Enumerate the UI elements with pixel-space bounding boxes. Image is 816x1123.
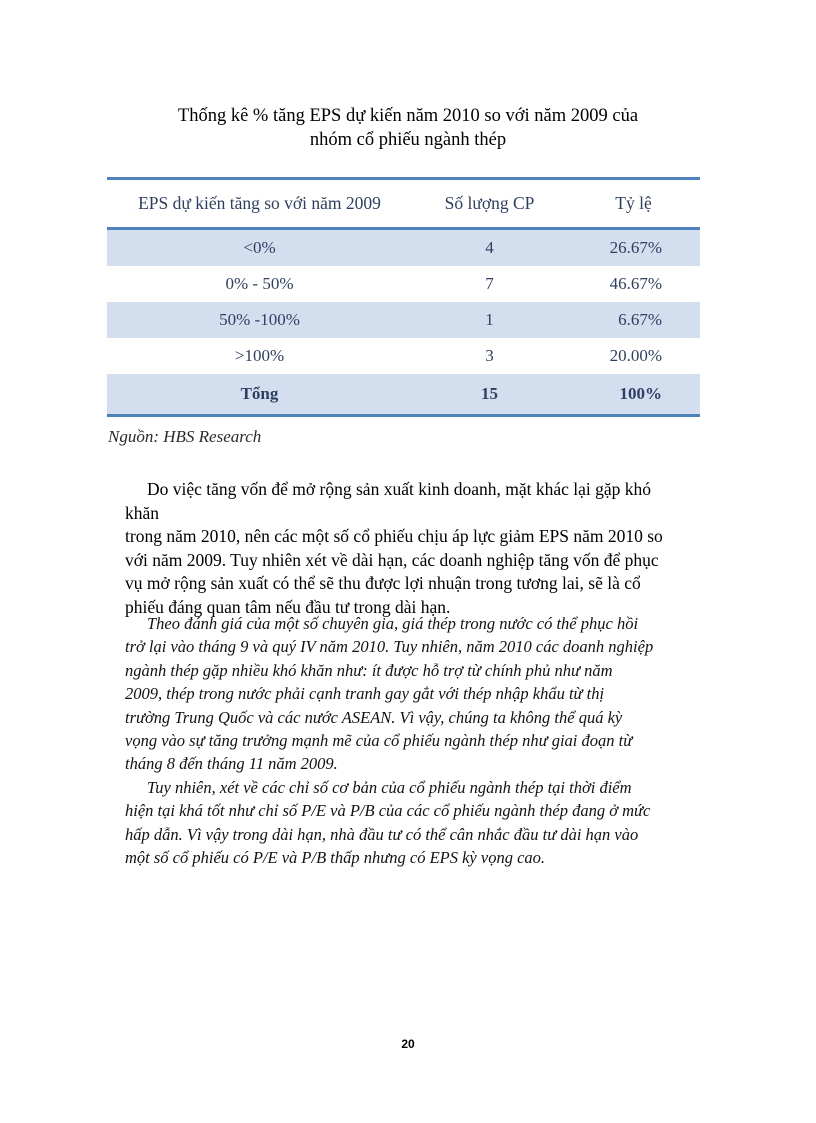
paragraph-capital-increase bbox=[125, 478, 705, 619]
table-total-row bbox=[107, 374, 700, 416]
cell-ratio: 6.67% bbox=[567, 302, 700, 338]
paragraph-line: Do việc tăng vốn để mở rộng sản xuất kinh doanh, mặt khác lại gặp khó bbox=[147, 479, 651, 499]
paragraph-line: trong năm 2010, nên các một số cổ phiếu chịu áp lực giảm EPS năm 2010 so bbox=[125, 526, 663, 546]
table-row bbox=[107, 266, 700, 302]
cell-count: 1 bbox=[412, 302, 567, 338]
total-count: 15 bbox=[412, 374, 567, 416]
cell-range: >100% bbox=[234, 346, 285, 365]
cell-count: 7 bbox=[485, 274, 494, 293]
paragraph-line: Theo đánh giá của một số chuyên gia, giá thép trong nước có thể phục hồi bbox=[147, 614, 639, 633]
total-label: Tổng bbox=[107, 374, 412, 416]
paragraph-line: vọng vào sự tăng trưởng mạnh mẽ của cổ phiếu ngành thép như giai đoạn từ bbox=[125, 731, 633, 751]
cell-range: 50% -100% bbox=[107, 302, 412, 338]
table-title bbox=[110, 104, 706, 152]
paragraph-line: ngành thép gặp nhiều khó khăn như: ít được hỗ trợ từ chính phủ như năm bbox=[125, 660, 613, 680]
cell-ratio: 20.00% bbox=[609, 346, 662, 365]
paragraph-line: một số cổ phiếu có P/E và P/B thấp nhưng có EPS kỳ vọng cao. bbox=[125, 848, 546, 868]
paragraph-line: Tuy nhiên, xét về các chỉ số cơ bản của cổ phiếu ngành thép tại thời điểm bbox=[147, 777, 632, 797]
cell-ratio: 46.67% bbox=[609, 274, 662, 293]
table-title-line-2: nhóm cổ phiếu ngành thép bbox=[309, 130, 507, 150]
table-title-line-1: Thống kê % tăng EPS dự kiến năm 2010 so với năm 2009 của bbox=[177, 106, 639, 126]
table-row bbox=[107, 229, 700, 267]
analysis-text bbox=[125, 612, 710, 869]
eps-growth-table bbox=[107, 177, 700, 417]
paragraph-line: hấp dẫn. Vì vậy trong dài hạn, nhà đầu tư có thể cân nhắc đầu tư dài hạn vào bbox=[125, 824, 639, 844]
paragraph-line: 2009, thép trong nước phải cạnh tranh gay gắt với thép nhập khẩu từ thị bbox=[125, 684, 605, 704]
paragraph-line: khăn bbox=[125, 502, 160, 523]
cell-count: 3 bbox=[485, 346, 494, 365]
paragraph-line: tháng 8 đến tháng 11 năm 2009. bbox=[125, 754, 338, 774]
cell-range: 0% - 50% bbox=[225, 274, 294, 293]
header-stock-count: Số lượng CP bbox=[412, 179, 567, 229]
header-eps-growth: EPS dự kiến tăng so với năm 2009 bbox=[107, 179, 412, 229]
paragraph-line: trường Trung Quốc và các nước ASEAN. Vì vậy, chúng ta không thể quá kỳ bbox=[125, 707, 623, 727]
paragraph-line: hiện tại khá tốt như chỉ số P/E và P/B của các cổ phiếu ngành thép đang ở mức bbox=[125, 801, 651, 821]
table-header-row bbox=[107, 179, 700, 229]
table-source: Nguồn: HBS Research bbox=[108, 427, 262, 446]
table-row bbox=[107, 302, 700, 338]
total-ratio: 100% bbox=[567, 374, 700, 416]
cell-range: <0% bbox=[107, 229, 412, 267]
paragraph-line: vụ mở rộng sản xuất có thể sẽ thu được lợi nhuận trong tương lai, sẽ là cổ bbox=[125, 573, 641, 593]
paragraph-line: phiếu đáng quan tâm nếu đầu tư trong dài hạn. bbox=[125, 596, 451, 617]
table-row bbox=[107, 338, 700, 374]
cell-count: 4 bbox=[412, 229, 567, 267]
paragraph-line: với năm 2009. Tuy nhiên xét về dài hạn, các doanh nghiệp tăng vốn để phục bbox=[125, 549, 659, 570]
header-ratio: Tỷ lệ bbox=[567, 179, 700, 229]
page-number: 20 bbox=[401, 1037, 415, 1051]
cell-ratio: 26.67% bbox=[567, 229, 700, 267]
paragraph-line: trở lại vào tháng 9 và quý IV năm 2010. Tuy nhiên, năm 2010 các doanh nghiệp bbox=[125, 637, 654, 657]
